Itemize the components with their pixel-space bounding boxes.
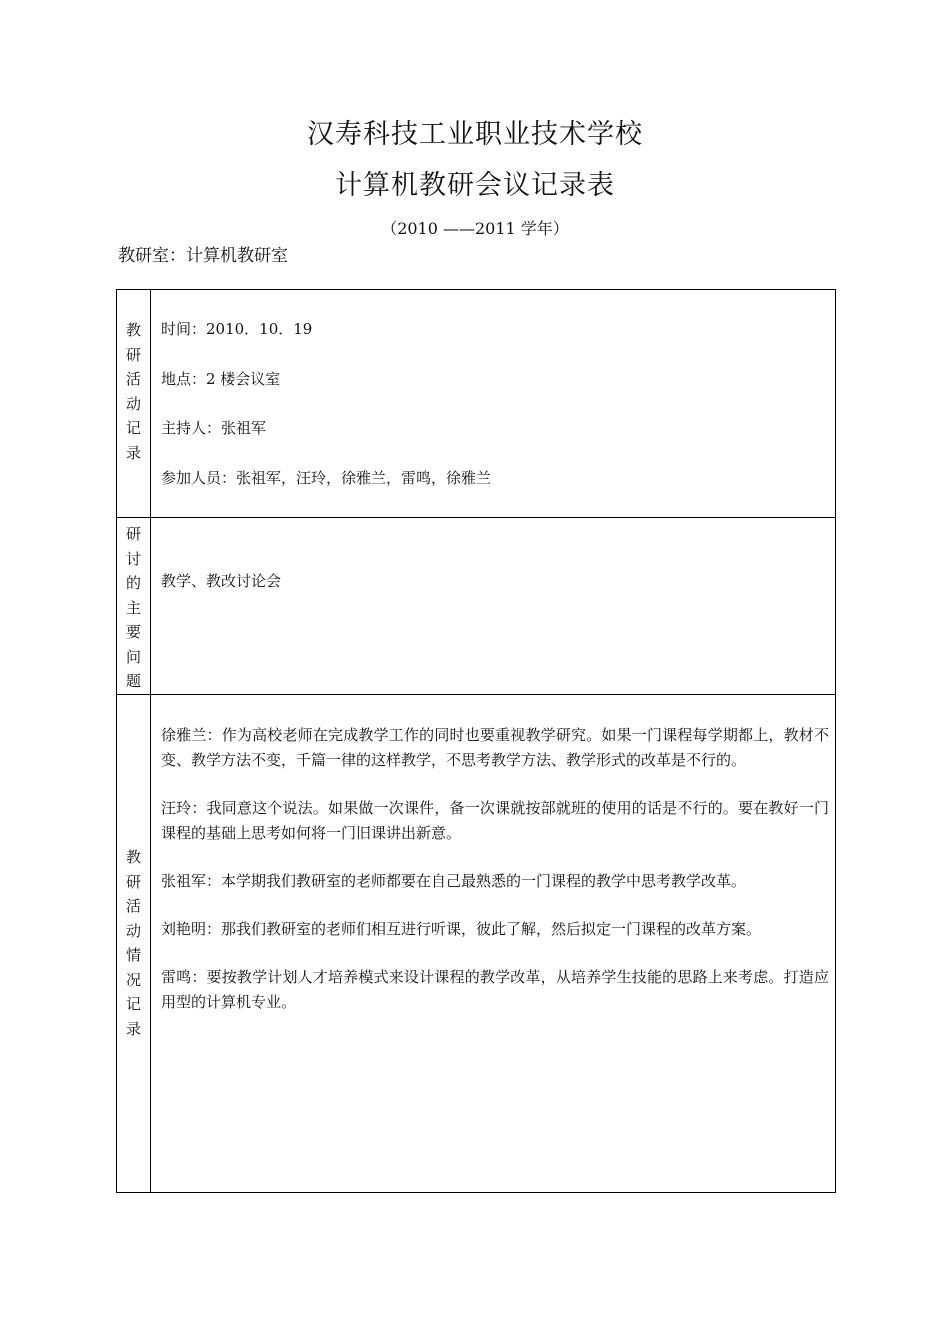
meeting-place: 地点：2 楼会议室: [161, 369, 281, 388]
discussion-paragraph: 徐雅兰：作为高校老师在完成教学工作的同时也要重视教学研究。如果一门课程每学期都上，教材不变、教学方法不变，千篇一律的这样教学，不思考教学方法、教学形式的改革是不行的。: [161, 725, 829, 769]
discussion-paragraph: 刘艳明：那我们教研室的老师们相互进行听课，彼此了解，然后拟定一门课程的改革方案。: [161, 919, 762, 938]
main-topic-label: 研讨的主要问题: [125, 525, 141, 690]
activity-record-label-cell: [117, 290, 151, 518]
activity-record-content: [151, 290, 836, 518]
meeting-participants: 参加人员：张祖军，汪玲，徐雅兰，雷鸣，徐雅兰: [161, 468, 492, 487]
discussion-paragraph: 张祖军：本学期我们教研室的老师都要在自己最熟悉的一门课程的教学中思考教学改革。: [161, 871, 747, 890]
form-title: 计算机教研会议记录表: [335, 170, 615, 201]
academic-year: （2010 ——2011 学年）: [381, 219, 569, 238]
discussion-paragraph: 雷鸣：要按教学计划人才培养模式来设计课程的教学改革，从培养学生技能的思路上来考虑。打造应用型的计算机专业。: [161, 967, 829, 1011]
main-topic-text: 教学、教改讨论会: [161, 572, 282, 590]
main-topic-content: [151, 518, 836, 695]
discussion-paragraph: 汪玲：我同意这个说法。如果做一次课件，备一次课就按部就班的使用的话是不行的。要在教好一门课程的基础上思考如何将一门旧课讲出新意。: [161, 798, 829, 842]
activity-details-content: [151, 694, 836, 1192]
meeting-time: 时间：2010．10．19: [161, 320, 313, 338]
main-topic-row: [117, 518, 836, 695]
activity-record-row: [117, 290, 836, 518]
school-title: 汉寿科技工业职业技术学校: [307, 119, 643, 150]
department-label: 教研室：计算机教研室: [118, 246, 288, 266]
activity-details-label-cell: [117, 694, 151, 1192]
record-table: [116, 289, 836, 1193]
activity-details-label: 教研活动情况记录: [125, 848, 141, 1038]
main-topic-label-cell: [117, 518, 151, 695]
meeting-host: 主持人：张祖军: [161, 419, 267, 437]
activity-record-label: 教研活动记录: [125, 321, 141, 462]
activity-details-row: [117, 694, 836, 1192]
